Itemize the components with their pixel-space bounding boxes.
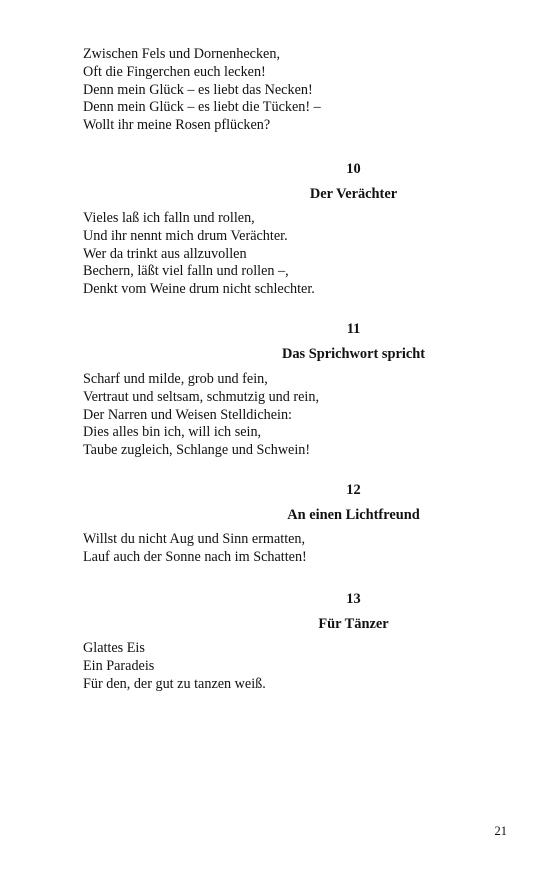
poem-title: Das Sprichwort spricht xyxy=(281,346,426,362)
verse-line: Vertraut und seltsam, schmutzig und rein, xyxy=(83,388,320,405)
verse-line: Vieles laß ich falln und rollen, xyxy=(83,210,255,226)
poem-number: 10 xyxy=(346,161,361,177)
poem-number: 12 xyxy=(346,482,361,498)
verse-line: Scharf und milde, grob und fein, xyxy=(83,371,268,387)
verse-line: Denn mein Glück – es liebt das Necken! xyxy=(83,81,313,98)
verse-line: Ein Paradeis xyxy=(83,657,155,674)
verse-line: Lauf auch der Sonne nach im Schatten! xyxy=(83,548,307,565)
poem-title: Für Tänzer xyxy=(318,616,389,632)
poem-body xyxy=(83,640,503,693)
verse-line: Willst du nicht Aug und Sinn ermatten, xyxy=(83,531,306,547)
poem-title: Der Verächter xyxy=(309,186,398,202)
verse-line: Wer da trinkt aus allzuvollen xyxy=(83,245,247,262)
poem-continuation xyxy=(83,46,503,135)
verse-line: Zwischen Fels und Dornenhecken, xyxy=(83,46,280,62)
verse-line: Glattes Eis xyxy=(83,640,145,656)
poem-body xyxy=(83,210,503,299)
poem-body xyxy=(83,531,503,567)
poem-number: 11 xyxy=(346,321,361,337)
verse-line: Taube zugleich, Schlange und Schwein! xyxy=(83,442,311,459)
verse-line: Denkt vom Weine drum nicht schlechter. xyxy=(83,281,315,298)
verse-line: Wollt ihr meine Rosen pflücken? xyxy=(83,117,271,134)
verse-line: Für den, der gut zu tanzen weiß. xyxy=(83,675,266,692)
verse-line: Denn mein Glück – es liebt die Tücken! – xyxy=(83,99,321,116)
verse-line: Oft die Fingerchen euch lecken! xyxy=(83,63,266,80)
poem-number: 13 xyxy=(346,591,361,607)
verse-line: Der Narren und Weisen Stelldichein: xyxy=(83,406,292,423)
verse-line: Dies alles bin ich, will ich sein, xyxy=(83,424,262,441)
verse-line: Und ihr nennt mich drum Verächter. xyxy=(83,227,288,244)
poem-body xyxy=(83,371,503,460)
poem-title: An einen Lichtfreund xyxy=(287,507,420,523)
verse-line: Bechern, läßt viel falln und rollen –, xyxy=(83,263,289,280)
page-number: 21 xyxy=(494,824,507,838)
